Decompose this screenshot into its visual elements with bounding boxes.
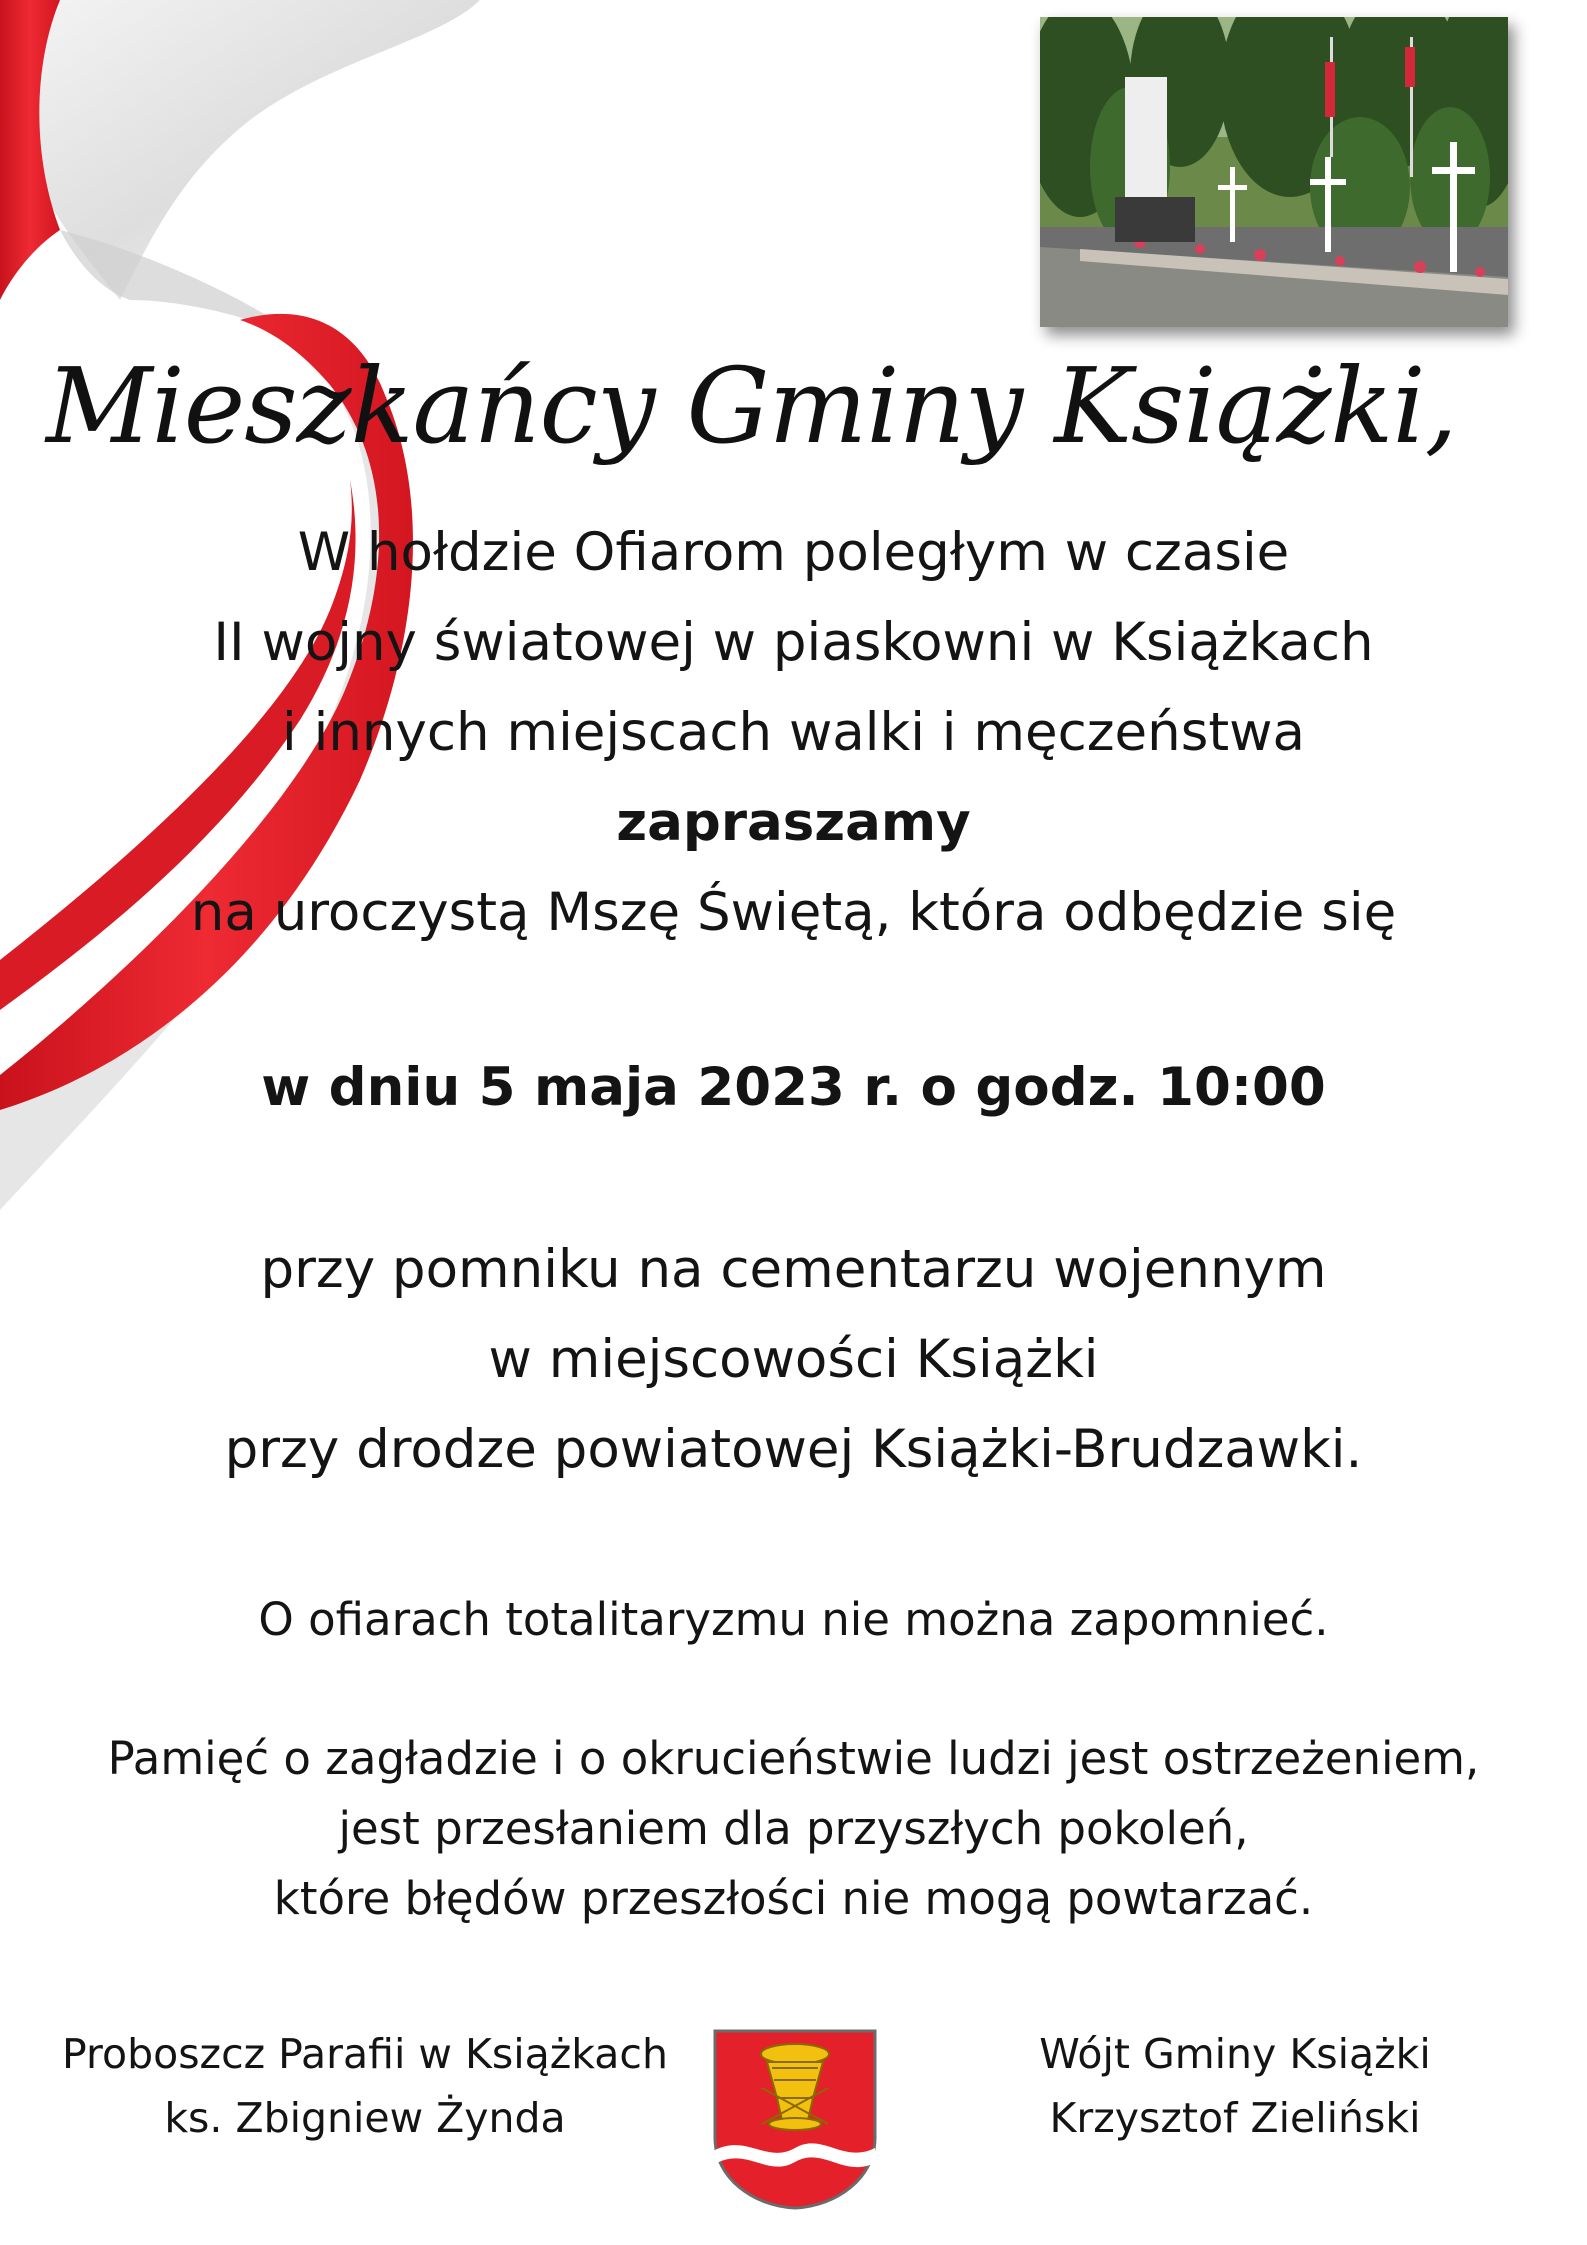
- quote-line: [0, 1585, 1587, 1655]
- parish-priest-signature: [15, 2022, 715, 2150]
- intro-line-1: W hołdzie Ofiarom poległym w czasie: [297, 522, 1290, 583]
- event-date: [0, 1043, 1587, 1133]
- coat-of-arms-icon: [712, 2028, 878, 2210]
- place-line-2: w miejscowości Książki: [488, 1329, 1099, 1390]
- place-line-3: przy drodze powiatowej Książki-Brudzawki.: [224, 1419, 1363, 1480]
- memory-paragraph: [0, 1724, 1587, 1934]
- intro-paragraph: [0, 508, 1587, 958]
- signature-name: Krzysztof Zieliński: [1049, 2094, 1421, 2142]
- mayor-signature: [885, 2022, 1585, 2150]
- signature-role: Proboszcz Parafii w Książkach: [62, 2030, 668, 2078]
- signature-name: ks. Zbigniew Żynda: [164, 2094, 566, 2142]
- signature-role: Wójt Gminy Książki: [1039, 2030, 1431, 2078]
- cemetery-photo: [1040, 17, 1508, 327]
- invitation-word: zapraszamy: [616, 792, 971, 853]
- quote-text: O ofiarach totalitaryzmu nie można zapomnieć.: [258, 1593, 1329, 1646]
- intro-line-3: i innych miejscach walki i męczeństwa: [282, 702, 1305, 763]
- memory-line-2: jest przesłaniem dla przyszłych pokoleń,: [338, 1802, 1249, 1855]
- page-title: Mieszkańcy Gminy Książki,: [46, 345, 1457, 467]
- place-line-1: przy pomniku na cementarzu wojennym: [260, 1239, 1327, 1300]
- intro-line-5: na uroczystą Mszę Świętą, która odbędzie się: [190, 882, 1397, 943]
- memory-line-3: które błędów przeszłości nie mogą powtarzać.: [273, 1872, 1314, 1925]
- intro-line-2: II wojny światowej w piaskowni w Książkach: [213, 612, 1374, 673]
- event-date-line: w dniu 5 maja 2023 r. o godz. 10:00: [261, 1057, 1326, 1118]
- memory-line-1: Pamięć o zagładzie i o okrucieństwie ludzi jest ostrzeżeniem,: [107, 1732, 1480, 1785]
- event-place: [0, 1225, 1587, 1495]
